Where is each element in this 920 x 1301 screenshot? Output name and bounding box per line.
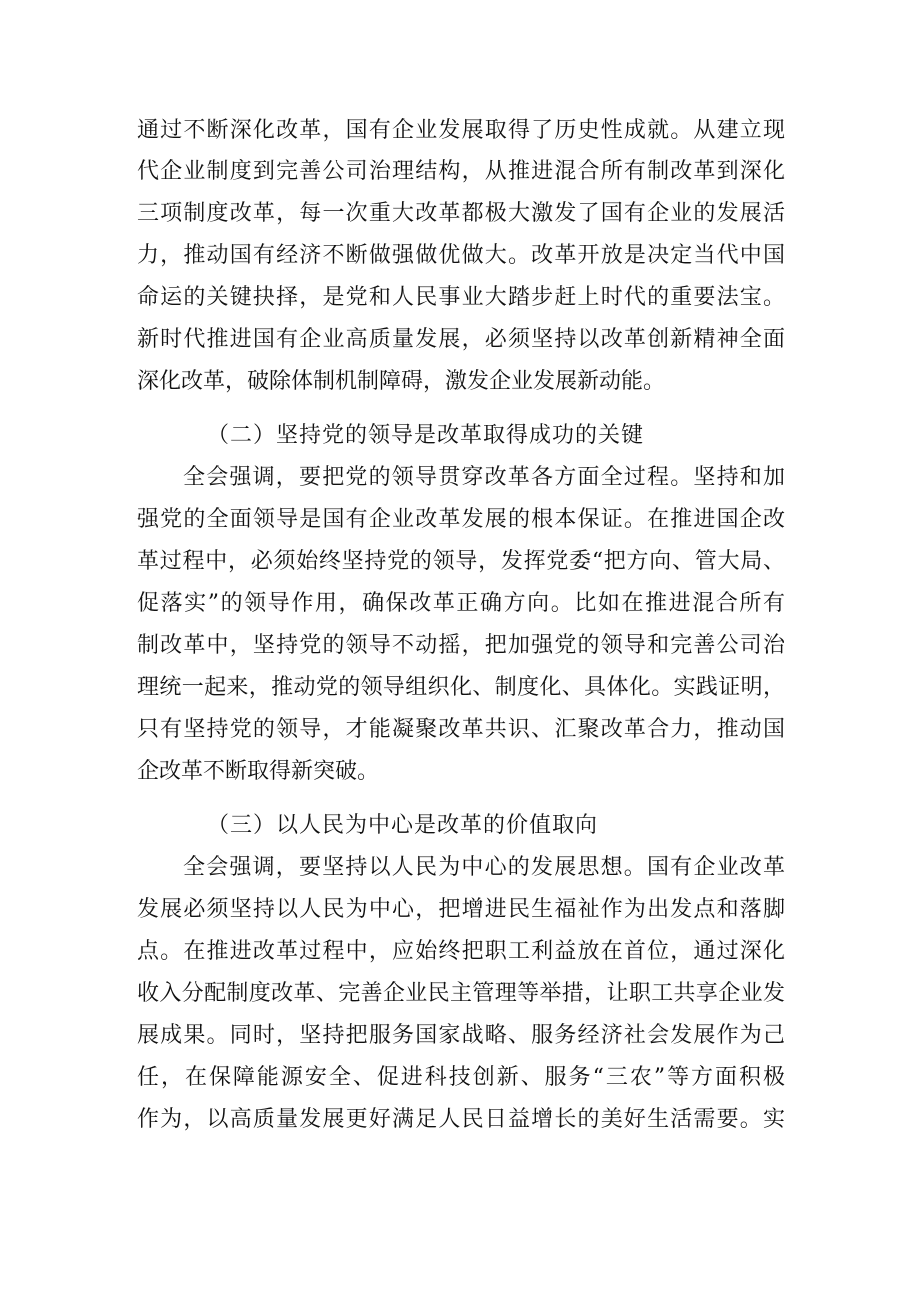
text-line: 强党的全面领导是国有企业改革发展的根本保证。在推进国企改 xyxy=(137,507,785,532)
text-line: 促落实”的领导作用，确保改革正确方向。比如在推进混合所有 xyxy=(137,591,785,616)
text-line: 制改革中，坚持党的领导不动摇，把加强党的领导和完善公司治 xyxy=(137,633,785,658)
text-line: 任，在保障能源安全、促进科技创新、服务“三农”等方面积极 xyxy=(137,1065,785,1090)
text-line: 收入分配制度改革、完善企业民主管理等举措，让职工共享企业发 xyxy=(137,981,785,1006)
text-line: 只有坚持党的领导，才能凝聚改革共识、汇聚改革合力，推动国 xyxy=(137,717,785,742)
text-line: 发展必须坚持以人民为中心，把增进民生福祉作为出发点和落脚 xyxy=(137,897,785,922)
section-heading-3: （三）以人民为中心是改革的价值取向 xyxy=(207,813,599,838)
section-heading-2: （二）坚持党的领导是改革取得成功的关键 xyxy=(207,423,645,448)
text-line: 力，推动国有经济不断做强做优做大。改革开放是决定当代中国 xyxy=(137,243,785,268)
text-line: 全会强调，要把党的领导贯穿改革各方面全过程。坚持和加 xyxy=(183,465,785,490)
text-line: 全会强调，要坚持以人民为中心的发展思想。国有企业改革 xyxy=(183,855,785,880)
text-line: 通过不断深化改革，国有企业发展取得了历史性成就。从建立现 xyxy=(137,118,785,143)
text-line: 新时代推进国有企业高质量发展，必须坚持以改革创新精神全面 xyxy=(137,327,785,352)
text-line: 革过程中，必须始终坚持党的领导，发挥党委“把方向、管大局、 xyxy=(137,549,785,574)
text-line: 三项制度改革，每一次重大改革都极大激发了国有企业的发展活 xyxy=(137,201,785,226)
text-line: 代企业制度到完善公司治理结构，从推进混合所有制改革到深化 xyxy=(137,159,785,184)
text-line: 企改革不断取得新突破。 xyxy=(137,759,380,784)
text-line: 深化改革，破除体制机制障碍，激发企业发展新动能。 xyxy=(137,369,666,394)
text-line: 理统一起来，推动党的领导组织化、制度化、具体化。实践证明， xyxy=(137,675,785,700)
text-line: 命运的关键抉择，是党和人民事业大踏步赶上时代的重要法宝。 xyxy=(137,285,785,310)
text-line: 作为，以高质量发展更好满足人民日益增长的美好生活需要。实 xyxy=(137,1107,785,1132)
text-line: 展成果。同时，坚持把服务国家战略、服务经济社会发展作为己 xyxy=(137,1023,785,1048)
text-line: 点。在推进改革过程中，应始终把职工利益放在首位，通过深化 xyxy=(137,939,785,964)
